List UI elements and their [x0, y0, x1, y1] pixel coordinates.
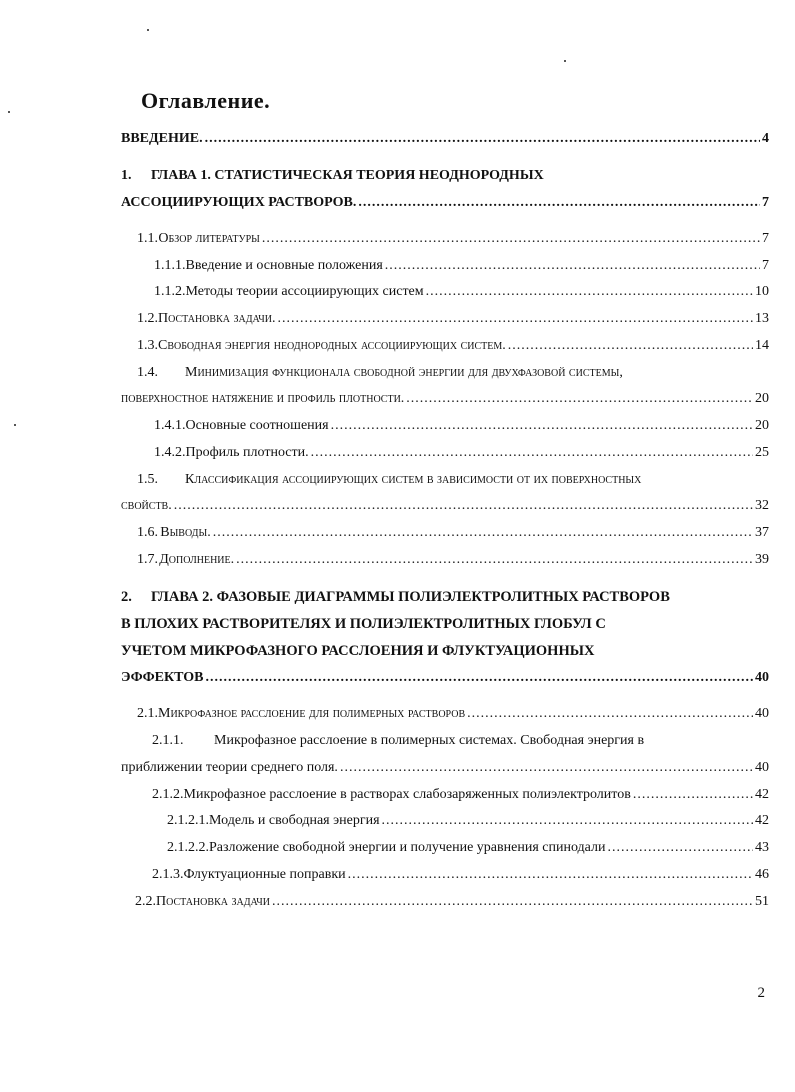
- toc-entry-2-1-3: [152, 866, 769, 884]
- toc-entry-2-1-1-line1: [152, 732, 644, 750]
- toc-entry-1-4-line1: [137, 364, 623, 382]
- toc-entry-title: Минимизация функционала свободной энергии для двухфазовой системы,: [185, 365, 623, 380]
- dot-leader: [385, 257, 760, 275]
- toc-entry-page: 40: [755, 670, 769, 685]
- toc-entry-page: 13: [755, 311, 769, 326]
- toc-chapter-2-line3: [121, 642, 594, 660]
- toc-entry-1-7: [137, 551, 769, 569]
- toc-entry-number: 1.4.2.: [154, 445, 186, 460]
- toc-entry-page: 51: [755, 894, 769, 909]
- toc-entry-number: 2.1.: [137, 706, 158, 721]
- dot-leader: [205, 669, 753, 687]
- toc-entry-number: 1.5.: [137, 472, 158, 487]
- toc-entry-page: 46: [755, 867, 769, 882]
- scan-speck: [564, 60, 566, 62]
- dot-leader: [213, 524, 753, 542]
- dot-leader: [406, 390, 753, 408]
- toc-entry-2-1-2-2: [167, 839, 769, 857]
- toc-entry-title: Классификация ассоциирующих систем в зависимости от их поверхностных: [185, 472, 642, 487]
- toc-entry-page: 42: [755, 813, 769, 828]
- toc-entry-number: 1.: [121, 168, 132, 183]
- toc-entry-1-4-2: [154, 444, 769, 462]
- toc-entry-number: 1.1.2.: [154, 284, 186, 299]
- toc-entry-title: приближении теории среднего поля.: [121, 760, 338, 775]
- toc-entry-page: 10: [755, 284, 769, 299]
- toc-entry-title: УЧЕТОМ МИКРОФАЗНОГО РАССЛОЕНИЯ И ФЛУКТУАЦИОННЫХ: [121, 643, 595, 659]
- toc-entry-number: 1.3.: [137, 338, 158, 353]
- toc-entry-title: свойств.: [121, 498, 172, 513]
- toc-entry-title: Флуктуационные поправки: [183, 867, 346, 882]
- toc-chapter-1-line2: [121, 194, 769, 212]
- toc-entry-title: Свободная энергия неоднородных ассоциирующих систем.: [158, 338, 506, 353]
- toc-entry-1-1: [137, 230, 769, 248]
- toc-entry-title: Введение и основные положения: [185, 258, 383, 273]
- scan-speck: [147, 29, 149, 31]
- toc-chapter-2-line1: [121, 588, 670, 606]
- toc-entry-page: 7: [762, 231, 769, 246]
- toc-entry-number: 2.1.2.: [152, 787, 184, 802]
- toc-entry-title: ЭФФЕКТОВ: [121, 670, 204, 685]
- toc-entry-title: Микрофазное расслоение в полимерных системах. Свободная энергия в: [214, 733, 645, 748]
- dot-leader: [236, 551, 753, 569]
- dot-leader: [633, 786, 753, 804]
- toc-entry-title: Выводы.: [160, 525, 211, 540]
- toc-entry-title: ВВЕДЕНИЕ.: [121, 131, 203, 146]
- toc-entry-1-1-2: [154, 283, 769, 301]
- toc-heading: Оглавление.: [141, 88, 271, 113]
- scan-speck: [14, 424, 16, 426]
- toc-entry-page: 32: [755, 498, 769, 513]
- dot-leader: [331, 417, 753, 435]
- toc-entry-title: В ПЛОХИХ РАСТВОРИТЕЛЯХ И ПОЛИЭЛЕКТРОЛИТНЫХ ГЛОБУЛ С: [121, 616, 606, 632]
- toc-entry-number: 1.2.: [137, 311, 158, 326]
- toc-entry-title: АССОЦИИРУЮЩИХ РАСТВОРОВ.: [121, 195, 357, 210]
- toc-entry-1-4-1: [154, 417, 769, 435]
- toc-entry-title: Профиль плотности.: [185, 445, 309, 460]
- dot-leader: [311, 444, 753, 462]
- toc-entry-title: Микрофазное расслоение для полимерных растворов: [158, 706, 466, 721]
- toc-entry-2-1: [137, 705, 769, 723]
- toc-chapter-2-line4: [121, 669, 769, 687]
- toc-entry-2-1-2-1: [167, 812, 769, 830]
- toc-entry-page: 39: [755, 552, 769, 567]
- toc-entry-page: 43: [755, 840, 769, 855]
- toc-entry-title: Методы теории ассоциирующих систем: [185, 284, 424, 299]
- dot-leader: [348, 866, 753, 884]
- toc-entry-page: 20: [755, 391, 769, 406]
- toc-chapter-2-line2: [121, 615, 606, 633]
- toc-entry-page: 7: [762, 195, 769, 210]
- toc-entry-page: 42: [755, 787, 769, 802]
- toc-entry-1-5-line1: [137, 471, 641, 489]
- toc-entry-title: ГЛАВА 1. СТАТИСТИЧЕСКАЯ ТЕОРИЯ НЕОДНОРОДНЫХ: [151, 168, 544, 183]
- toc-entry-title: Постановка задачи.: [158, 311, 276, 326]
- toc-entry-title: ГЛАВА 2. ФАЗОВЫЕ ДИАГРАММЫ ПОЛИЭЛЕКТРОЛИТНЫХ РАСТВОРОВ: [151, 589, 670, 605]
- dot-leader: [426, 283, 753, 301]
- toc-entry-number: 1.1.1.: [154, 258, 186, 273]
- toc-entry-title: Модель и свободная энергия: [209, 813, 380, 828]
- dot-leader: [382, 812, 753, 830]
- scan-speck: [8, 111, 10, 113]
- toc-entry-1-4-line2: [121, 390, 769, 408]
- toc-entry-number: 2.1.3.: [152, 867, 184, 882]
- toc-entry-2-2: [135, 893, 769, 911]
- dot-leader: [358, 194, 760, 212]
- toc-entry-title: Обзор литературы: [158, 231, 260, 246]
- toc-entry-number: 2.1.1.: [152, 733, 184, 748]
- toc-entry-title: Постановка задачи: [156, 894, 270, 909]
- toc-entry-intro: [121, 130, 769, 148]
- toc-entry-title: Микрофазное расслоение в растворах слабозаряженных полиэлектролитов: [183, 787, 631, 802]
- dot-leader: [262, 230, 760, 248]
- dot-leader: [174, 497, 753, 515]
- toc-entry-1-3: [137, 337, 769, 355]
- toc-entry-number: 1.4.: [137, 365, 158, 380]
- toc-entry-title: Разложение свободной энергии и получение уравнения спинодали: [209, 840, 606, 855]
- toc-entry-page: 20: [755, 418, 769, 433]
- dot-leader: [277, 310, 753, 328]
- toc-entry-1-6: [137, 524, 769, 542]
- toc-entry-page: 14: [755, 338, 769, 353]
- toc-entry-2-1-1-line2: [121, 759, 769, 777]
- toc-entry-2-1-2: [152, 786, 769, 804]
- toc-entry-page: 40: [755, 706, 769, 721]
- toc-entry-number: 1.7.: [137, 552, 158, 567]
- toc-entry-page: 25: [755, 445, 769, 460]
- page-number: 2: [757, 985, 765, 1001]
- toc-entry-title: Основные соотношения: [185, 418, 329, 433]
- toc-entry-title: Дополнение.: [159, 552, 235, 567]
- toc-chapter-1-line1: [121, 167, 544, 185]
- toc-entry-number: 2.: [121, 589, 132, 605]
- dot-leader: [272, 893, 753, 911]
- toc-entry-number: 2.2.: [135, 894, 156, 909]
- toc-entry-page: 40: [755, 760, 769, 775]
- toc-entry-1-2: [137, 310, 769, 328]
- toc-entry-number: 1.1.: [137, 231, 158, 246]
- dot-leader: [508, 337, 753, 355]
- toc-entry-number: 1.4.1.: [154, 418, 186, 433]
- toc-entry-number: 2.1.2.1.: [167, 813, 209, 828]
- toc-entry-title: поверхностное натяжение и профиль плотности.: [121, 391, 405, 406]
- toc-entry-number: 1.6.: [137, 525, 158, 540]
- toc-entry-page: 37: [755, 525, 769, 540]
- dot-leader: [205, 130, 760, 148]
- toc-entry-1-5-line2: [121, 497, 769, 515]
- dot-leader: [607, 839, 753, 857]
- dot-leader: [340, 759, 753, 777]
- toc-entry-number: 2.1.2.2.: [167, 840, 209, 855]
- toc-entry-page: 7: [762, 258, 769, 273]
- dot-leader: [467, 705, 753, 723]
- toc-entry-page: 4: [762, 131, 769, 146]
- toc-entry-1-1-1: [154, 257, 769, 275]
